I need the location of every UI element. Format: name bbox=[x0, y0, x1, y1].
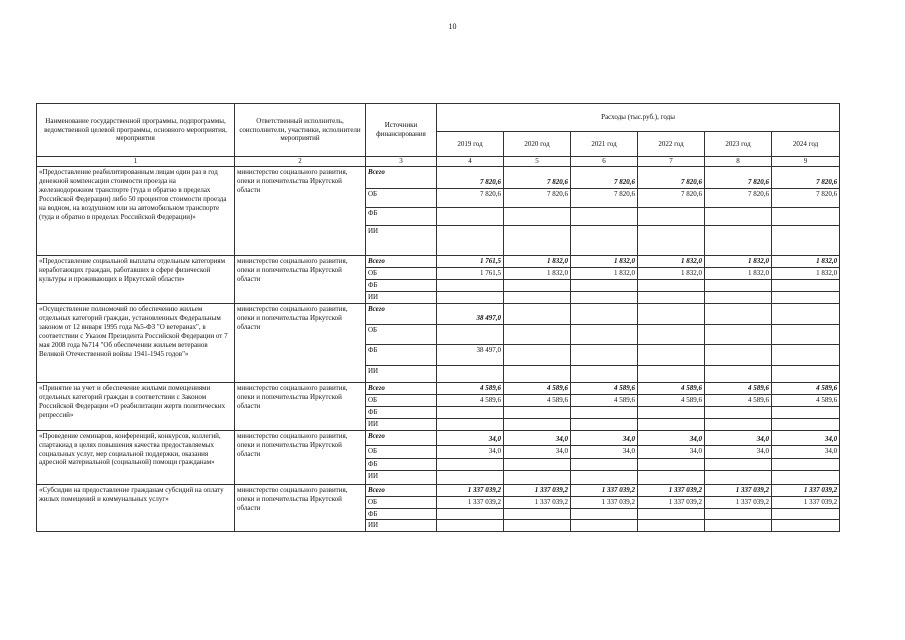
expense-value-cell bbox=[437, 470, 504, 484]
funding-source-cell: Всего bbox=[366, 430, 437, 445]
expense-value-cell: 7 820,6 bbox=[571, 189, 638, 208]
expense-value-cell: 4 589,6 bbox=[571, 394, 638, 406]
expense-value-cell: 1 337 039,2 bbox=[504, 484, 571, 496]
expense-value-cell bbox=[504, 418, 571, 430]
expense-value-cell bbox=[638, 291, 705, 303]
funding-source-cell: ИИ bbox=[366, 470, 437, 484]
expense-value-cell: 1 832,0 bbox=[772, 256, 840, 268]
expense-value-cell: 7 820,6 bbox=[705, 167, 772, 189]
expense-value-cell: 1 337 039,2 bbox=[638, 496, 705, 508]
expense-value-cell bbox=[437, 406, 504, 418]
expense-value-cell: 7 820,6 bbox=[705, 189, 772, 208]
expense-value-cell: 1 337 039,2 bbox=[772, 484, 840, 496]
program-name-cell: «Осуществление полномочий по обеспечению жильем отдельных категорий граждан, установленных Федеральным законом от 12 января 1995 года №5-ФЗ "О ветеранах", в соответствии с Указом Президента Российской Федерации от 7 мая 2008 года №714 "Об обеспечении жильем ветеранов Великой Отечественной войны 1941-1945 годов"» bbox=[37, 303, 235, 382]
responsible-cell: министерство социального развития, опеки и попечительства Иркутской области bbox=[235, 382, 366, 430]
expense-value-cell bbox=[705, 470, 772, 484]
header-year: 2020 год bbox=[504, 132, 571, 157]
expense-value-cell bbox=[772, 279, 840, 291]
expense-value-cell bbox=[705, 508, 772, 520]
expense-value-cell: 34,0 bbox=[638, 445, 705, 458]
funding-source-cell: ОБ bbox=[366, 496, 437, 508]
expense-value-cell bbox=[638, 208, 705, 226]
expense-value-cell: 1 337 039,2 bbox=[705, 496, 772, 508]
funding-source-cell: Всего bbox=[366, 382, 437, 394]
expense-value-cell: 1 832,0 bbox=[638, 267, 705, 279]
expense-value-cell bbox=[638, 458, 705, 470]
expense-value-cell: 7 820,6 bbox=[638, 189, 705, 208]
expense-value-cell: 7 820,6 bbox=[571, 167, 638, 189]
expense-value-cell bbox=[705, 418, 772, 430]
expense-value-cell bbox=[437, 279, 504, 291]
expense-value-cell: 1 832,0 bbox=[638, 256, 705, 268]
expense-value-cell bbox=[705, 520, 772, 532]
funding-source-cell: ФБ bbox=[366, 458, 437, 470]
expense-value-cell bbox=[772, 291, 840, 303]
funding-source-cell: ФБ bbox=[366, 406, 437, 418]
expense-value-cell bbox=[571, 291, 638, 303]
column-number: 4 bbox=[437, 157, 504, 167]
expense-value-cell: 34,0 bbox=[504, 430, 571, 445]
expense-value-cell: 1 337 039,2 bbox=[772, 496, 840, 508]
expense-value-cell bbox=[772, 226, 840, 256]
expense-value-cell bbox=[772, 418, 840, 430]
header-year: 2024 год bbox=[772, 132, 840, 157]
expense-value-cell bbox=[772, 208, 840, 226]
expense-value-cell bbox=[571, 418, 638, 430]
expense-value-cell: 34,0 bbox=[705, 430, 772, 445]
header-year: 2021 год bbox=[571, 132, 638, 157]
expense-value-cell: 34,0 bbox=[638, 430, 705, 445]
expense-value-cell: 1 832,0 bbox=[705, 256, 772, 268]
expense-value-cell: 1 337 039,2 bbox=[437, 496, 504, 508]
expense-value-cell: 1 832,0 bbox=[504, 256, 571, 268]
funding-source-cell: ФБ bbox=[366, 508, 437, 520]
funding-source-cell: ИИ bbox=[366, 291, 437, 303]
expense-value-cell: 34,0 bbox=[437, 430, 504, 445]
funding-source-cell: ФБ bbox=[366, 279, 437, 291]
expense-value-cell bbox=[571, 226, 638, 256]
table-row bbox=[37, 382, 840, 394]
responsible-cell: министерство социального развития, опеки и попечительства Иркутской области bbox=[235, 256, 366, 304]
column-number: 5 bbox=[504, 157, 571, 167]
expense-value-cell bbox=[437, 418, 504, 430]
expense-value-cell: 7 820,6 bbox=[437, 189, 504, 208]
funding-source-cell: ОБ bbox=[366, 445, 437, 458]
expense-value-cell bbox=[705, 208, 772, 226]
expense-value-cell bbox=[638, 520, 705, 532]
expense-value-cell bbox=[571, 508, 638, 520]
funding-source-cell: ФБ bbox=[366, 208, 437, 226]
expense-value-cell bbox=[705, 324, 772, 344]
expense-value-cell bbox=[638, 508, 705, 520]
header-responsible: Ответственный исполнитель, соисполнители, участники, исполнители мероприятий bbox=[235, 104, 366, 157]
expense-value-cell bbox=[571, 324, 638, 344]
expense-value-cell bbox=[571, 406, 638, 418]
expense-value-cell bbox=[571, 279, 638, 291]
funding-source-cell: Всего bbox=[366, 303, 437, 324]
expense-value-cell: 38 497,0 bbox=[437, 303, 504, 324]
funding-source-cell: ИИ bbox=[366, 520, 437, 532]
expense-value-cell: 1 337 039,2 bbox=[638, 484, 705, 496]
expense-value-cell: 4 589,6 bbox=[705, 394, 772, 406]
funding-source-cell: Всего bbox=[366, 484, 437, 496]
header-year: 2022 год bbox=[638, 132, 705, 157]
expense-value-cell: 7 820,6 bbox=[504, 167, 571, 189]
expense-value-cell bbox=[504, 344, 571, 365]
expense-value-cell bbox=[705, 365, 772, 382]
expense-value-cell bbox=[705, 344, 772, 365]
expense-value-cell bbox=[772, 508, 840, 520]
expense-value-cell bbox=[772, 520, 840, 532]
expense-value-cell bbox=[437, 508, 504, 520]
expense-value-cell bbox=[638, 226, 705, 256]
expense-value-cell bbox=[705, 291, 772, 303]
expense-value-cell: 34,0 bbox=[772, 430, 840, 445]
expense-value-cell bbox=[437, 520, 504, 532]
expense-value-cell bbox=[705, 226, 772, 256]
header-year: 2023 год bbox=[705, 132, 772, 157]
expense-value-cell: 1 337 039,2 bbox=[437, 484, 504, 496]
expense-value-cell bbox=[772, 470, 840, 484]
expense-value-cell bbox=[437, 458, 504, 470]
expense-value-cell: 1 832,0 bbox=[571, 256, 638, 268]
responsible-cell: министерство социального развития, опеки и попечительства Иркутской области bbox=[235, 167, 366, 256]
expense-value-cell: 34,0 bbox=[571, 430, 638, 445]
expense-value-cell: 7 820,6 bbox=[772, 189, 840, 208]
expense-value-cell bbox=[504, 303, 571, 324]
expense-value-cell bbox=[705, 458, 772, 470]
funding-source-cell: ФБ bbox=[366, 344, 437, 365]
expense-value-cell: 4 589,6 bbox=[504, 382, 571, 394]
expense-value-cell bbox=[705, 303, 772, 324]
program-expenses-table bbox=[36, 103, 840, 532]
expense-value-cell: 1 832,0 bbox=[772, 267, 840, 279]
column-number: 6 bbox=[571, 157, 638, 167]
funding-source-cell: Всего bbox=[366, 256, 437, 268]
header-funding-source: Источники финансирования bbox=[366, 104, 437, 157]
expense-value-cell: 4 589,6 bbox=[437, 394, 504, 406]
expense-value-cell bbox=[638, 365, 705, 382]
expense-value-cell: 1 832,0 bbox=[571, 267, 638, 279]
expense-value-cell bbox=[638, 406, 705, 418]
funding-source-cell: ИИ bbox=[366, 418, 437, 430]
expense-value-cell bbox=[504, 458, 571, 470]
responsible-cell: министерство социального развития, опеки и попечительства Иркутской области bbox=[235, 303, 366, 382]
column-number-row bbox=[37, 157, 840, 167]
expense-value-cell: 7 820,6 bbox=[638, 167, 705, 189]
expense-value-cell bbox=[504, 470, 571, 484]
expense-value-cell: 1 337 039,2 bbox=[504, 496, 571, 508]
column-number: 8 bbox=[705, 157, 772, 167]
expense-value-cell bbox=[504, 406, 571, 418]
expense-value-cell bbox=[571, 470, 638, 484]
expense-value-cell bbox=[504, 226, 571, 256]
expense-value-cell bbox=[504, 520, 571, 532]
expense-value-cell bbox=[772, 324, 840, 344]
expense-value-cell: 1 761,5 bbox=[437, 267, 504, 279]
table-row bbox=[37, 256, 840, 268]
column-number: 7 bbox=[638, 157, 705, 167]
program-name-cell: «Предоставление реабилитированным лицам один раз в год денежной компенсации стоимости проезда на железнодорожном транспорте (туда и обратно в пределах Российской Федерации) либо 50 процентов стоимости проезда на водном, на воздушном или на автомобильном транспорте (туда и обратно в пределах Российской Федерации)» bbox=[37, 167, 235, 256]
column-number: 3 bbox=[366, 157, 437, 167]
funding-source-cell: ИИ bbox=[366, 365, 437, 382]
expense-value-cell: 34,0 bbox=[772, 445, 840, 458]
expense-value-cell bbox=[772, 406, 840, 418]
expense-value-cell: 34,0 bbox=[571, 445, 638, 458]
expense-value-cell bbox=[504, 291, 571, 303]
expense-value-cell bbox=[772, 303, 840, 324]
expense-value-cell bbox=[504, 208, 571, 226]
expense-value-cell: 7 820,6 bbox=[504, 189, 571, 208]
program-name-cell: «Принятие на учет и обеспечение жилыми помещениями отдельных категорий граждан в соответствии с Законом Российской Федерации «О реабилитации жертв политических репрессий» bbox=[37, 382, 235, 430]
expense-value-cell bbox=[504, 365, 571, 382]
expense-value-cell: 4 589,6 bbox=[772, 394, 840, 406]
expense-value-cell bbox=[437, 324, 504, 344]
expense-value-cell bbox=[571, 520, 638, 532]
expense-value-cell bbox=[571, 208, 638, 226]
expense-value-cell bbox=[638, 344, 705, 365]
funding-source-cell: ОБ bbox=[366, 394, 437, 406]
funding-source-cell: ОБ bbox=[366, 189, 437, 208]
expense-value-cell: 1 832,0 bbox=[504, 267, 571, 279]
expense-value-cell: 4 589,6 bbox=[638, 382, 705, 394]
program-name-cell: «Субсидии на предоставление гражданам субсидий на оплату жилых помещений и коммунальных услуг» bbox=[37, 484, 235, 532]
expense-value-cell bbox=[638, 418, 705, 430]
expense-value-cell: 1 337 039,2 bbox=[571, 484, 638, 496]
funding-source-cell: ОБ bbox=[366, 267, 437, 279]
page-number: 10 bbox=[448, 22, 457, 31]
expense-value-cell: 4 589,6 bbox=[638, 394, 705, 406]
expense-value-cell: 4 589,6 bbox=[772, 382, 840, 394]
expense-value-cell bbox=[638, 303, 705, 324]
expense-value-cell: 38 497,0 bbox=[437, 344, 504, 365]
header-program-name: Наименование государственной программы, подпрограммы, ведомственной целевой программы, основного мероприятия, мероприятия bbox=[37, 104, 235, 157]
expense-value-cell bbox=[772, 458, 840, 470]
expense-value-cell bbox=[638, 324, 705, 344]
expense-value-cell bbox=[504, 508, 571, 520]
funding-source-cell: ОБ bbox=[366, 324, 437, 344]
expense-value-cell bbox=[571, 365, 638, 382]
expense-value-cell: 1 337 039,2 bbox=[571, 496, 638, 508]
expense-value-cell bbox=[705, 406, 772, 418]
responsible-cell: министерство социального развития, опеки и попечительства Иркутской области bbox=[235, 430, 366, 484]
table-row bbox=[37, 430, 840, 445]
expense-value-cell bbox=[504, 324, 571, 344]
expense-value-cell bbox=[571, 303, 638, 324]
program-name-cell: «Предоставление социальной выплаты отдельным категориям неработающих граждан, работавших в сфере физической культуры и проживающих в Иркутской области» bbox=[37, 256, 235, 304]
table-row bbox=[37, 303, 840, 324]
program-rows bbox=[37, 167, 840, 532]
expense-value-cell: 7 820,6 bbox=[437, 167, 504, 189]
table-row bbox=[37, 167, 840, 189]
expense-value-cell: 1 832,0 bbox=[705, 267, 772, 279]
expense-value-cell bbox=[638, 279, 705, 291]
expense-value-cell bbox=[772, 344, 840, 365]
expense-value-cell: 4 589,6 bbox=[571, 382, 638, 394]
expense-value-cell bbox=[772, 365, 840, 382]
expense-value-cell bbox=[571, 458, 638, 470]
expense-value-cell: 34,0 bbox=[705, 445, 772, 458]
expense-value-cell bbox=[638, 470, 705, 484]
expense-value-cell: 4 589,6 bbox=[504, 394, 571, 406]
expense-value-cell bbox=[437, 365, 504, 382]
program-name-cell: «Проведение семинаров, конференций, конкурсов, коллегий, спартакиад в целях повышения качества предоставляемых социальных услуг, мер социальной поддержки, оказания адресной материальной (социальной) помощи гражданам» bbox=[37, 430, 235, 484]
expense-value-cell bbox=[705, 279, 772, 291]
expense-value-cell bbox=[571, 344, 638, 365]
table-row bbox=[37, 484, 840, 496]
column-number: 1 bbox=[37, 157, 235, 167]
expense-value-cell: 4 589,6 bbox=[705, 382, 772, 394]
funding-source-cell: Всего bbox=[366, 167, 437, 189]
column-number: 2 bbox=[235, 157, 366, 167]
expense-value-cell: 4 589,6 bbox=[437, 382, 504, 394]
responsible-cell: министерство социального развития, опеки и попечительства Иркутской области bbox=[235, 484, 366, 532]
expense-value-cell bbox=[504, 279, 571, 291]
expense-value-cell: 7 820,6 bbox=[772, 167, 840, 189]
expense-value-cell: 1 761,5 bbox=[437, 256, 504, 268]
expense-value-cell: 34,0 bbox=[437, 445, 504, 458]
expense-value-cell bbox=[437, 208, 504, 226]
header-year: 2019 год bbox=[437, 132, 504, 157]
funding-source-cell: ИИ bbox=[366, 226, 437, 256]
expense-value-cell: 34,0 bbox=[504, 445, 571, 458]
expense-value-cell bbox=[437, 291, 504, 303]
expense-value-cell: 1 337 039,2 bbox=[705, 484, 772, 496]
expense-value-cell bbox=[437, 226, 504, 256]
header-expenses: Расходы (тыс.руб.), годы bbox=[437, 104, 840, 132]
column-number: 9 bbox=[772, 157, 840, 167]
